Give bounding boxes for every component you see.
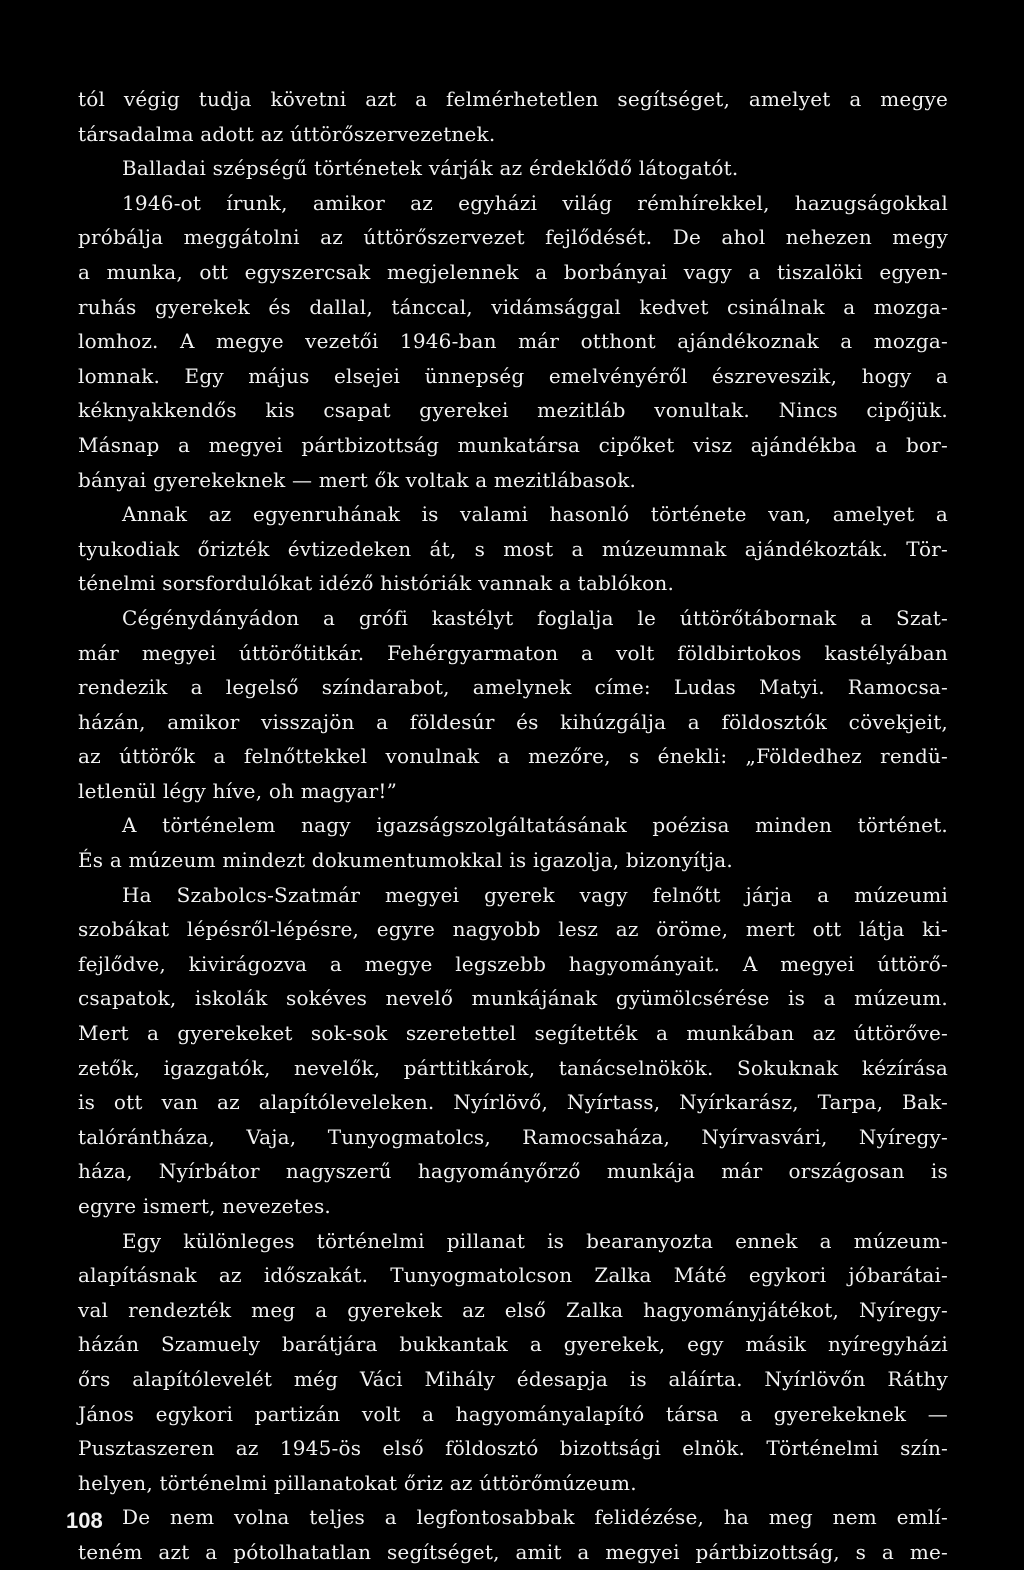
text-line: bányai gyerekeknek — mert ők voltak a mezitlábasok.	[78, 467, 637, 492]
text-line: letlenül légy híve, oh magyar!”	[78, 778, 398, 803]
text-line: tól végig tudja követni azt a felmérhetetlen segítséget, amelyet a megye	[78, 87, 948, 111]
text-line: De nem volna teljes a legfontosabbak felidézése, ha meg nem emlí-	[122, 1505, 948, 1530]
text-line: az úttörők a felnőttekkel vonulnak a mezőre, s énekli: „Földedhez rendü-	[78, 744, 948, 769]
text-line: rendezik a legelső színdarabot, amelynek címe: Ludas Matyi. Ramocsa-	[78, 675, 948, 700]
text-line: Egy különleges történelmi pillanat is bearanyozta ennek a múzeum-	[122, 1228, 948, 1253]
text-line: Annak az egyenruhának is valami hasonló története van, amelyet a	[122, 502, 948, 527]
text-line: házán Szamuely barátjára bukkantak a gyerekek, egy másik nyíregyházi	[78, 1332, 948, 1357]
text-line: helyen, történelmi pillanatokat őriz az úttörőmúzeum.	[78, 1470, 637, 1495]
text-line: lomnak. Egy május elsejei ünnepség emelvényéről észreveszik, hogy a	[78, 363, 948, 388]
text-line: teném azt a pótolhatatlan segítséget, amit a megyei pártbizottság, s a me-	[78, 1539, 948, 1564]
text-line: Cégénydányádon a grófi kastélyt foglalja le úttörőtábornak a Szat-	[122, 605, 948, 630]
text-line: 1946-ot írunk, amikor az egyházi világ rémhírekkel, hazugságokkal	[122, 190, 948, 215]
page-number: 108	[66, 1508, 103, 1533]
text-line: őrs alapítólevelét még Váci Mihály édesapja is aláírta. Nyírlövőn Ráthy	[78, 1366, 948, 1391]
text-line: lomhoz. A megye vezetői 1946-ban már otthont ajándékoznak a mozga-	[78, 329, 948, 354]
text-line: házán, amikor visszajön a földesúr és kihúzgálja a földosztók cövekjeit,	[78, 709, 948, 734]
text-line: kéknyakkendős kis csapat gyerekei mezitláb vonultak. Nincs cipőjük.	[78, 398, 948, 423]
text-line: Balladai szépségű történetek várják az érdeklődő látogatót.	[122, 156, 739, 181]
text-line: zetők, igazgatók, nevelők, párttitkárok, tanácselnökök. Sokuknak kézírása	[78, 1055, 948, 1080]
text-line: a munka, ott egyszercsak megjelennek a borbányai vagy a tiszalöki egyen-	[78, 259, 948, 284]
text-line: János egykori partizán volt a hagyományalapító társa a gyerekeknek —	[78, 1401, 948, 1426]
text-line: Pusztaszeren az 1945-ös első földosztó bizottsági elnök. Történelmi szín-	[78, 1436, 948, 1461]
text-line: Mert a gyerekeket sok-sok szeretettel segítették a munkában az úttörőve-	[78, 1021, 948, 1046]
text-line: talórántháza, Vaja, Tunyogmatolcs, Ramocsaháza, Nyírvasvári, Nyíregy-	[78, 1124, 948, 1149]
text-line: háza, Nyírbátor nagyszerű hagyományőrző munkája már országosan is	[78, 1159, 948, 1184]
text-line: alapításnak az időszakát. Tunyogmatolcson Zalka Máté egykori jóbarátai-	[78, 1263, 948, 1288]
text-line: Másnap a megyei pártbizottság munkatársa cipőket visz ajándékba a bor-	[78, 432, 948, 457]
text-line: társadalma adott az úttörőszervezetnek.	[78, 121, 496, 146]
text-line: is ott van az alapítóleveleken. Nyírlövő, Nyírtass, Nyírkarász, Tarpa, Bak-	[78, 1090, 948, 1115]
text-line: egyre ismert, nevezetes.	[78, 1194, 331, 1218]
text-line: A történelem nagy igazságszolgáltatásának poézisa minden történet.	[122, 813, 948, 838]
text-line: ténelmi sorsfordulókat idéző históriák vannak a tablókon.	[78, 571, 675, 596]
text-line: És a múzeum mindezt dokumentumokkal is igazolja, bizonyítja.	[78, 848, 733, 873]
text-line: csapatok, iskolák sokéves nevelő munkájának gyümölcsérése is a múzeum.	[78, 986, 948, 1011]
body-text	[78, 82, 948, 1570]
text-line: próbálja meggátolni az úttörőszervezet fejlődését. De ahol nehezen megy	[78, 225, 948, 250]
text-line: Ha Szabolcs-Szatmár megyei gyerek vagy felnőtt járja a múzeumi	[122, 882, 948, 907]
text-line: szobákat lépésről-lépésre, egyre nagyobb lesz az öröme, mert ott látja ki-	[78, 917, 948, 942]
text-line: ruhás gyerekek és dallal, tánccal, vidámsággal kedvet csinálnak a mozga-	[78, 294, 948, 319]
text-line: már megyei úttörőtitkár. Fehérgyarmaton a volt földbirtokos kastélyában	[78, 640, 948, 665]
text-line: tyukodiak őrizték évtizedeken át, s most a múzeumnak ajándékozták. Tör-	[78, 536, 948, 561]
text-line: val rendezték meg a gyerekek az első Zalka hagyományjátékot, Nyíregy-	[78, 1297, 948, 1322]
text-line: fejlődve, kivirágozva a megye legszebb hagyományait. A megyei úttörő-	[78, 951, 948, 976]
